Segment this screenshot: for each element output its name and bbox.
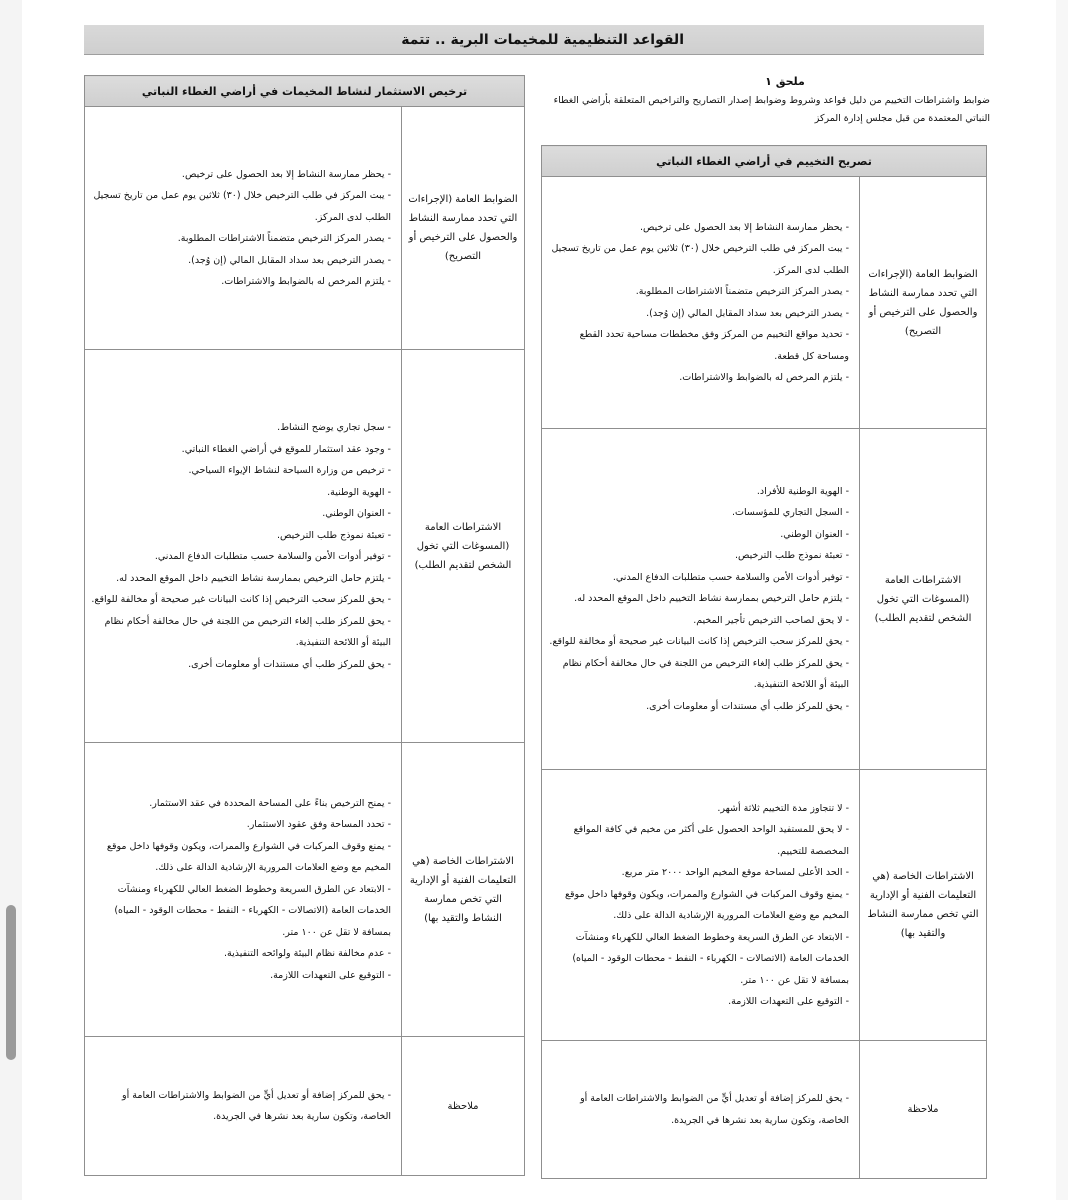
list-item: - السجل التجاري للمؤسسات. — [732, 507, 850, 519]
row-content — [85, 107, 402, 350]
list-item: - يبت المركز في طلب الترخيص خلال (٣٠) ثلاثين يوم عمل من تاريخ تسجيل الطلب لدى المركز. — [93, 190, 391, 223]
list-item: - تعبئة نموذج طلب الترخيص. — [276, 529, 391, 541]
row-label: الاشتراطات العامة (المسوغات التي تخول الشخص لتقديم الطلب) — [860, 429, 987, 770]
row-label: الاشتراطات العامة (المسوغات التي تخول الشخص لتقديم الطلب) — [402, 350, 525, 743]
list-item: - توفير أدوات الأمن والسلامة حسب متطلبات الدفاع المدني. — [612, 571, 850, 583]
list-item: - يحق للمركز طلب إلغاء الترخيص من اللجنة في حال مخالفة أحكام نظام البيئة أو اللائحة التنفيذية. — [562, 657, 850, 691]
list-item: - الابتعاد عن الطرق السريعة وخطوط الضغط العالي للكهرباء ومنشآت الخدمات العامة (الاتصالات - الكهرباء - النفط - محطات الوقود - المياه) بمسافة لا تقل عن ١٠٠ متر. — [114, 883, 391, 938]
row-label: الاشتراطات الخاصة (هي التعليمات الفنية أو الإدارية التي تخص ممارسة النشاط والتقيد بها) — [402, 743, 525, 1037]
table-row — [85, 1037, 525, 1176]
list-item: - يحظر ممارسة النشاط إلا بعد الحصول على ترخيص. — [639, 221, 850, 233]
list-item: - يصدر الترخيص بعد سداد المقابل المالي (إن وُجد). — [646, 307, 850, 319]
list-item: - يلتزم حامل الترخيص بممارسة نشاط التخييم داخل الموقع المحدد له. — [574, 593, 850, 605]
list-item: - يبت المركز في طلب الترخيص خلال (٣٠) ثلاثين يوم عمل من تاريخ تسجيل الطلب لدى المركز. — [551, 243, 850, 276]
list-item: - توفير أدوات الأمن والسلامة حسب متطلبات الدفاع المدني. — [154, 551, 391, 562]
row-content — [542, 177, 860, 429]
list-item: - وجود عقد استثمار للموقع في أراضي الغطاء النباتي. — [181, 443, 391, 455]
list-item: - يلتزم المرخص له بالضوابط والاشتراطات. — [679, 372, 850, 383]
list-item: - يلتزم حامل الترخيص بممارسة نشاط التخييم داخل الموقع المحدد له. — [116, 572, 391, 584]
list-item: - يمنح الترخيص بناءً على المساحة المحددة في عقد الاستثمار. — [149, 797, 391, 809]
list-item: - الهوية الوطنية للأفراد. — [756, 485, 850, 497]
table-row — [542, 1041, 987, 1179]
annex-intro: ضوابط واشتراطات التخييم من دليل قواعد وشروط وضوابط إصدار التصاريح والتراخيص المتعلقة بأراضي الغطاء النباتي المعتمدة من قبل مجلس إدارة المركز — [553, 95, 990, 124]
list-item: - يصدر الترخيص بعد سداد المقابل المالي (إن وُجد). — [188, 254, 391, 266]
table-row — [542, 770, 987, 1041]
investment-license-table — [84, 75, 525, 1176]
list-item: - الهوية الوطنية. — [327, 486, 391, 498]
list-item: - يصدر المركز الترخيص متضمناً الاشتراطات المطلوبة. — [635, 286, 850, 297]
row-content — [542, 429, 860, 770]
list-item: - يصدر المركز الترخيص متضمناً الاشتراطات المطلوبة. — [177, 233, 391, 244]
scrollbar-thumb[interactable] — [6, 905, 16, 1060]
list-item: - يحق للمركز إضافة أو تعديل أيٍّ من الضوابط والاشتراطات العامة أو الخاصة، وتكون سارية بعد نشرها في الجريدة. — [580, 1093, 850, 1126]
list-item: - العنوان الوطني. — [322, 508, 391, 519]
list-item: - يحق للمركز سحب الترخيص إذا كانت البيانات غير صحيحة أو مخالفة للواقع. — [91, 594, 391, 605]
list-item: - الابتعاد عن الطرق السريعة وخطوط الضغط العالي للكهرباء ومنشآت الخدمات العامة (الاتصالات - الكهرباء - النفط - محطات الوقود - المياه) بمسافة لا تقل عن ١٠٠ متر. — [572, 931, 850, 986]
row-content — [85, 350, 402, 743]
annex-block — [540, 75, 990, 128]
table-header: ترخيص الاستثمار لنشاط المخيمات في أراضي الغطاء النباتي — [85, 76, 525, 107]
page-edge — [1056, 0, 1068, 1200]
list-item: - يحق للمركز إضافة أو تعديل أيٍّ من الضوابط والاشتراطات العامة أو الخاصة، وتكون سارية بعد نشرها في الجريدة. — [122, 1089, 391, 1122]
list-item: - يلتزم المرخص له بالضوابط والاشتراطات. — [221, 276, 391, 287]
page-title: القواعد التنظيمية للمخيمات البرية .. تتمة — [84, 25, 984, 55]
row-content — [85, 1037, 402, 1176]
table-row — [85, 350, 525, 743]
row-label: الاشتراطات الخاصة (هي التعليمات الفنية أو الإدارية التي تخص ممارسة النشاط والتقيد بها) — [860, 770, 987, 1041]
list-item: - لا تتجاوز مدة التخييم ثلاثة أشهر. — [717, 802, 850, 814]
row-content — [542, 1041, 860, 1179]
list-item: - تحدد المساحة وفق عقود الاستثمار. — [246, 819, 391, 831]
list-item: - تعبئة نموذج طلب الترخيص. — [734, 550, 850, 562]
row-label: الضوابط العامة (الإجراءات التي تحدد ممارسة النشاط والحصول على الترخيص أو التصريح) — [860, 177, 987, 429]
list-item: - يمنع وقوف المركبات في الشوارع والممرات، ويكون وقوفها داخل موقع المخيم مع وضع العلامات المرورية الإرشادية الدالة على ذلك. — [106, 840, 391, 874]
list-item: - يحق للمركز طلب أي مستندات أو معلومات أخرى. — [188, 658, 391, 670]
row-label: ملاحظة — [402, 1037, 525, 1176]
table-row — [85, 107, 525, 350]
row-label: الضوابط العامة (الإجراءات التي تحدد ممارسة النشاط والحصول على الترخيص أو التصريح) — [402, 107, 525, 350]
list-item: - لا يحق للمستفيد الواحد الحصول على أكثر من مخيم في كافة المواقع المخصصة للتخييم. — [573, 824, 850, 857]
list-item: - يمنع وقوف المركبات في الشوارع والممرات، ويكون وقوفها داخل موقع المخيم مع وضع العلامات المرورية الإرشادية الدالة على ذلك. — [564, 888, 850, 921]
list-item: - يحق للمركز طلب إلغاء الترخيص من اللجنة في حال مخالفة أحكام نظام البيئة أو اللائحة التنفيذية. — [104, 615, 391, 648]
list-item: - تحديد مواقع التخييم من المركز وفق مخططات مساحية تحدد القطع ومساحة كل قطعة. — [579, 329, 850, 362]
list-item: - عدم مخالفة نظام البيئة ولوائحه التنفيذية. — [223, 948, 391, 960]
table-row — [542, 177, 987, 429]
list-item: - لا يحق لصاحب الترخيص تأجير المخيم. — [693, 614, 850, 626]
list-item: - العنوان الوطني. — [780, 528, 850, 540]
list-item: - التوقيع على التعهدات اللازمة. — [270, 969, 391, 981]
scrollbar-track[interactable] — [0, 0, 22, 1200]
list-item: - ترخيص من وزارة السياحة لنشاط الإيواء السياحي. — [188, 465, 391, 476]
list-item: - يحق للمركز سحب الترخيص إذا كانت البيانات غير صحيحة أو مخالفة للواقع. — [549, 636, 850, 648]
row-content — [542, 770, 860, 1041]
list-item: - الحد الأعلى لمساحة موقع المخيم الواحد ٢٠٠٠ متر مربع. — [621, 867, 850, 878]
list-item: - التوقيع على التعهدات اللازمة. — [728, 996, 850, 1007]
row-content — [85, 743, 402, 1037]
row-label: ملاحظة — [860, 1041, 987, 1179]
list-item: - يحظر ممارسة النشاط إلا بعد الحصول على ترخيص. — [181, 168, 391, 180]
table-header: تصريح التخييم في أراضي الغطاء النباتي — [542, 146, 987, 177]
table-row — [85, 743, 525, 1037]
camping-permit-table — [541, 145, 987, 1179]
list-item: - يحق للمركز طلب أي مستندات أو معلومات أخرى. — [646, 700, 850, 712]
table-row — [542, 429, 987, 770]
list-item: - سجل تجاري يوضح النشاط. — [277, 422, 391, 433]
annex-title: ملحق ١ — [765, 75, 805, 88]
